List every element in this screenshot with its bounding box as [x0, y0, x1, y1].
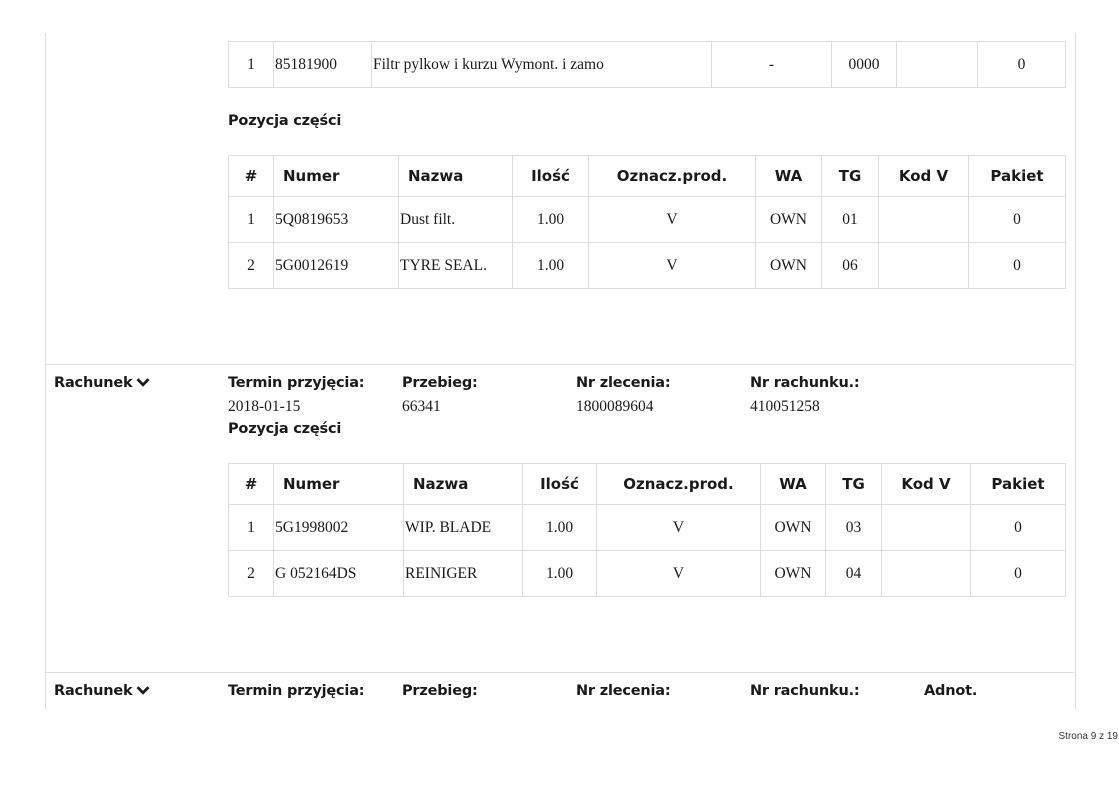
wa: OWN — [756, 243, 822, 289]
row-number: 2 — [229, 243, 274, 289]
invoice-number-value: 410051258 — [750, 398, 820, 415]
invoice-title: Rachunek — [54, 683, 133, 699]
kod-v — [879, 243, 969, 289]
mileage-label: Przebieg: — [402, 683, 478, 699]
kod-v — [879, 197, 969, 243]
product-mark: V — [589, 243, 756, 289]
mileage-value: 66341 — [402, 398, 441, 415]
wa: OWN — [756, 197, 822, 243]
row-number: 1 — [229, 197, 274, 243]
product-mark: V — [589, 197, 756, 243]
table-row — [229, 243, 1066, 289]
col-header: Nazwa — [404, 464, 523, 505]
col-header: WA — [761, 464, 826, 505]
part-name: REINIGER — [404, 551, 523, 597]
col-header: Kod V — [882, 464, 971, 505]
table-row — [229, 505, 1066, 551]
part-number: 5G0012619 — [274, 243, 399, 289]
invoice-toggle[interactable] — [54, 375, 150, 392]
wa: OWN — [761, 551, 826, 597]
cell — [897, 42, 978, 88]
wa: OWN — [761, 505, 826, 551]
col-header: # — [229, 156, 274, 197]
tg: 01 — [822, 197, 879, 243]
table-row — [229, 42, 1066, 88]
part-name: Filtr pylkow i kurzu Wymont. i zamo — [372, 42, 712, 88]
tg: 06 — [822, 243, 879, 289]
invoice-number-label: Nr rachunku.: — [750, 375, 860, 391]
cell: 0000 — [832, 42, 897, 88]
part-name: Dust filt. — [399, 197, 513, 243]
order-number-value: 1800089604 — [576, 398, 654, 415]
intake-date-label: Termin przyjęcia: — [228, 375, 365, 391]
annotation-label: Adnot. — [924, 683, 978, 699]
pakiet: 0 — [971, 551, 1066, 597]
invoice-toggle[interactable] — [54, 683, 150, 700]
section-title: Pozycja części — [228, 421, 342, 437]
col-header: Numer — [274, 464, 404, 505]
col-header: TG — [826, 464, 882, 505]
col-header: Pakiet — [971, 464, 1066, 505]
pakiet: 0 — [969, 243, 1066, 289]
pakiet: 0 — [971, 505, 1066, 551]
col-header: Ilość — [513, 156, 589, 197]
chevron-down-icon — [136, 684, 150, 700]
cell: - — [712, 42, 832, 88]
part-name: TYRE SEAL. — [399, 243, 513, 289]
row-number: 1 — [229, 505, 274, 551]
part-number: 85181900 — [274, 42, 372, 88]
cell: 0 — [978, 42, 1066, 88]
intake-date-value: 2018-01-15 — [228, 398, 301, 415]
col-header: WA — [756, 156, 822, 197]
intake-date-label: Termin przyjęcia: — [228, 683, 365, 699]
quantity: 1.00 — [523, 551, 597, 597]
table-header-row — [229, 156, 1066, 197]
col-header: Nazwa — [399, 156, 513, 197]
col-header: Kod V — [879, 156, 969, 197]
table-header-row — [229, 464, 1066, 505]
invoice-title: Rachunek — [54, 375, 133, 391]
row-number: 1 — [229, 42, 274, 88]
quantity: 1.00 — [513, 243, 589, 289]
part-number: G 052164DS — [274, 551, 404, 597]
page-number: Strona 9 z 19 — [1058, 731, 1118, 742]
product-mark: V — [597, 551, 761, 597]
col-header: # — [229, 464, 274, 505]
kod-v — [882, 505, 971, 551]
quantity: 1.00 — [513, 197, 589, 243]
part-number: 5Q0819653 — [274, 197, 399, 243]
order-number-label: Nr zlecenia: — [576, 375, 671, 391]
pakiet: 0 — [969, 197, 1066, 243]
section-title: Pozycja części — [228, 113, 342, 129]
kod-v — [882, 551, 971, 597]
part-number: 5G1998002 — [274, 505, 404, 551]
mileage-label: Przebieg: — [402, 375, 478, 391]
parts-table — [228, 155, 1066, 289]
col-header: Ilość — [523, 464, 597, 505]
col-header: Oznacz.prod. — [589, 156, 756, 197]
product-mark: V — [597, 505, 761, 551]
table-row — [229, 197, 1066, 243]
page-frame — [45, 33, 1076, 710]
section-divider — [45, 364, 1074, 365]
quantity: 1.00 — [523, 505, 597, 551]
invoice-number-label: Nr rachunku.: — [750, 683, 860, 699]
col-header: TG — [822, 156, 879, 197]
col-header: Pakiet — [969, 156, 1066, 197]
col-header: Oznacz.prod. — [597, 464, 761, 505]
labour-table — [228, 41, 1066, 88]
section-divider — [45, 672, 1074, 673]
parts-table — [228, 463, 1066, 597]
col-header: Numer — [274, 156, 399, 197]
row-number: 2 — [229, 551, 274, 597]
table-row — [229, 551, 1066, 597]
tg: 03 — [826, 505, 882, 551]
tg: 04 — [826, 551, 882, 597]
chevron-down-icon — [136, 376, 150, 392]
part-name: WIP. BLADE — [404, 505, 523, 551]
order-number-label: Nr zlecenia: — [576, 683, 671, 699]
